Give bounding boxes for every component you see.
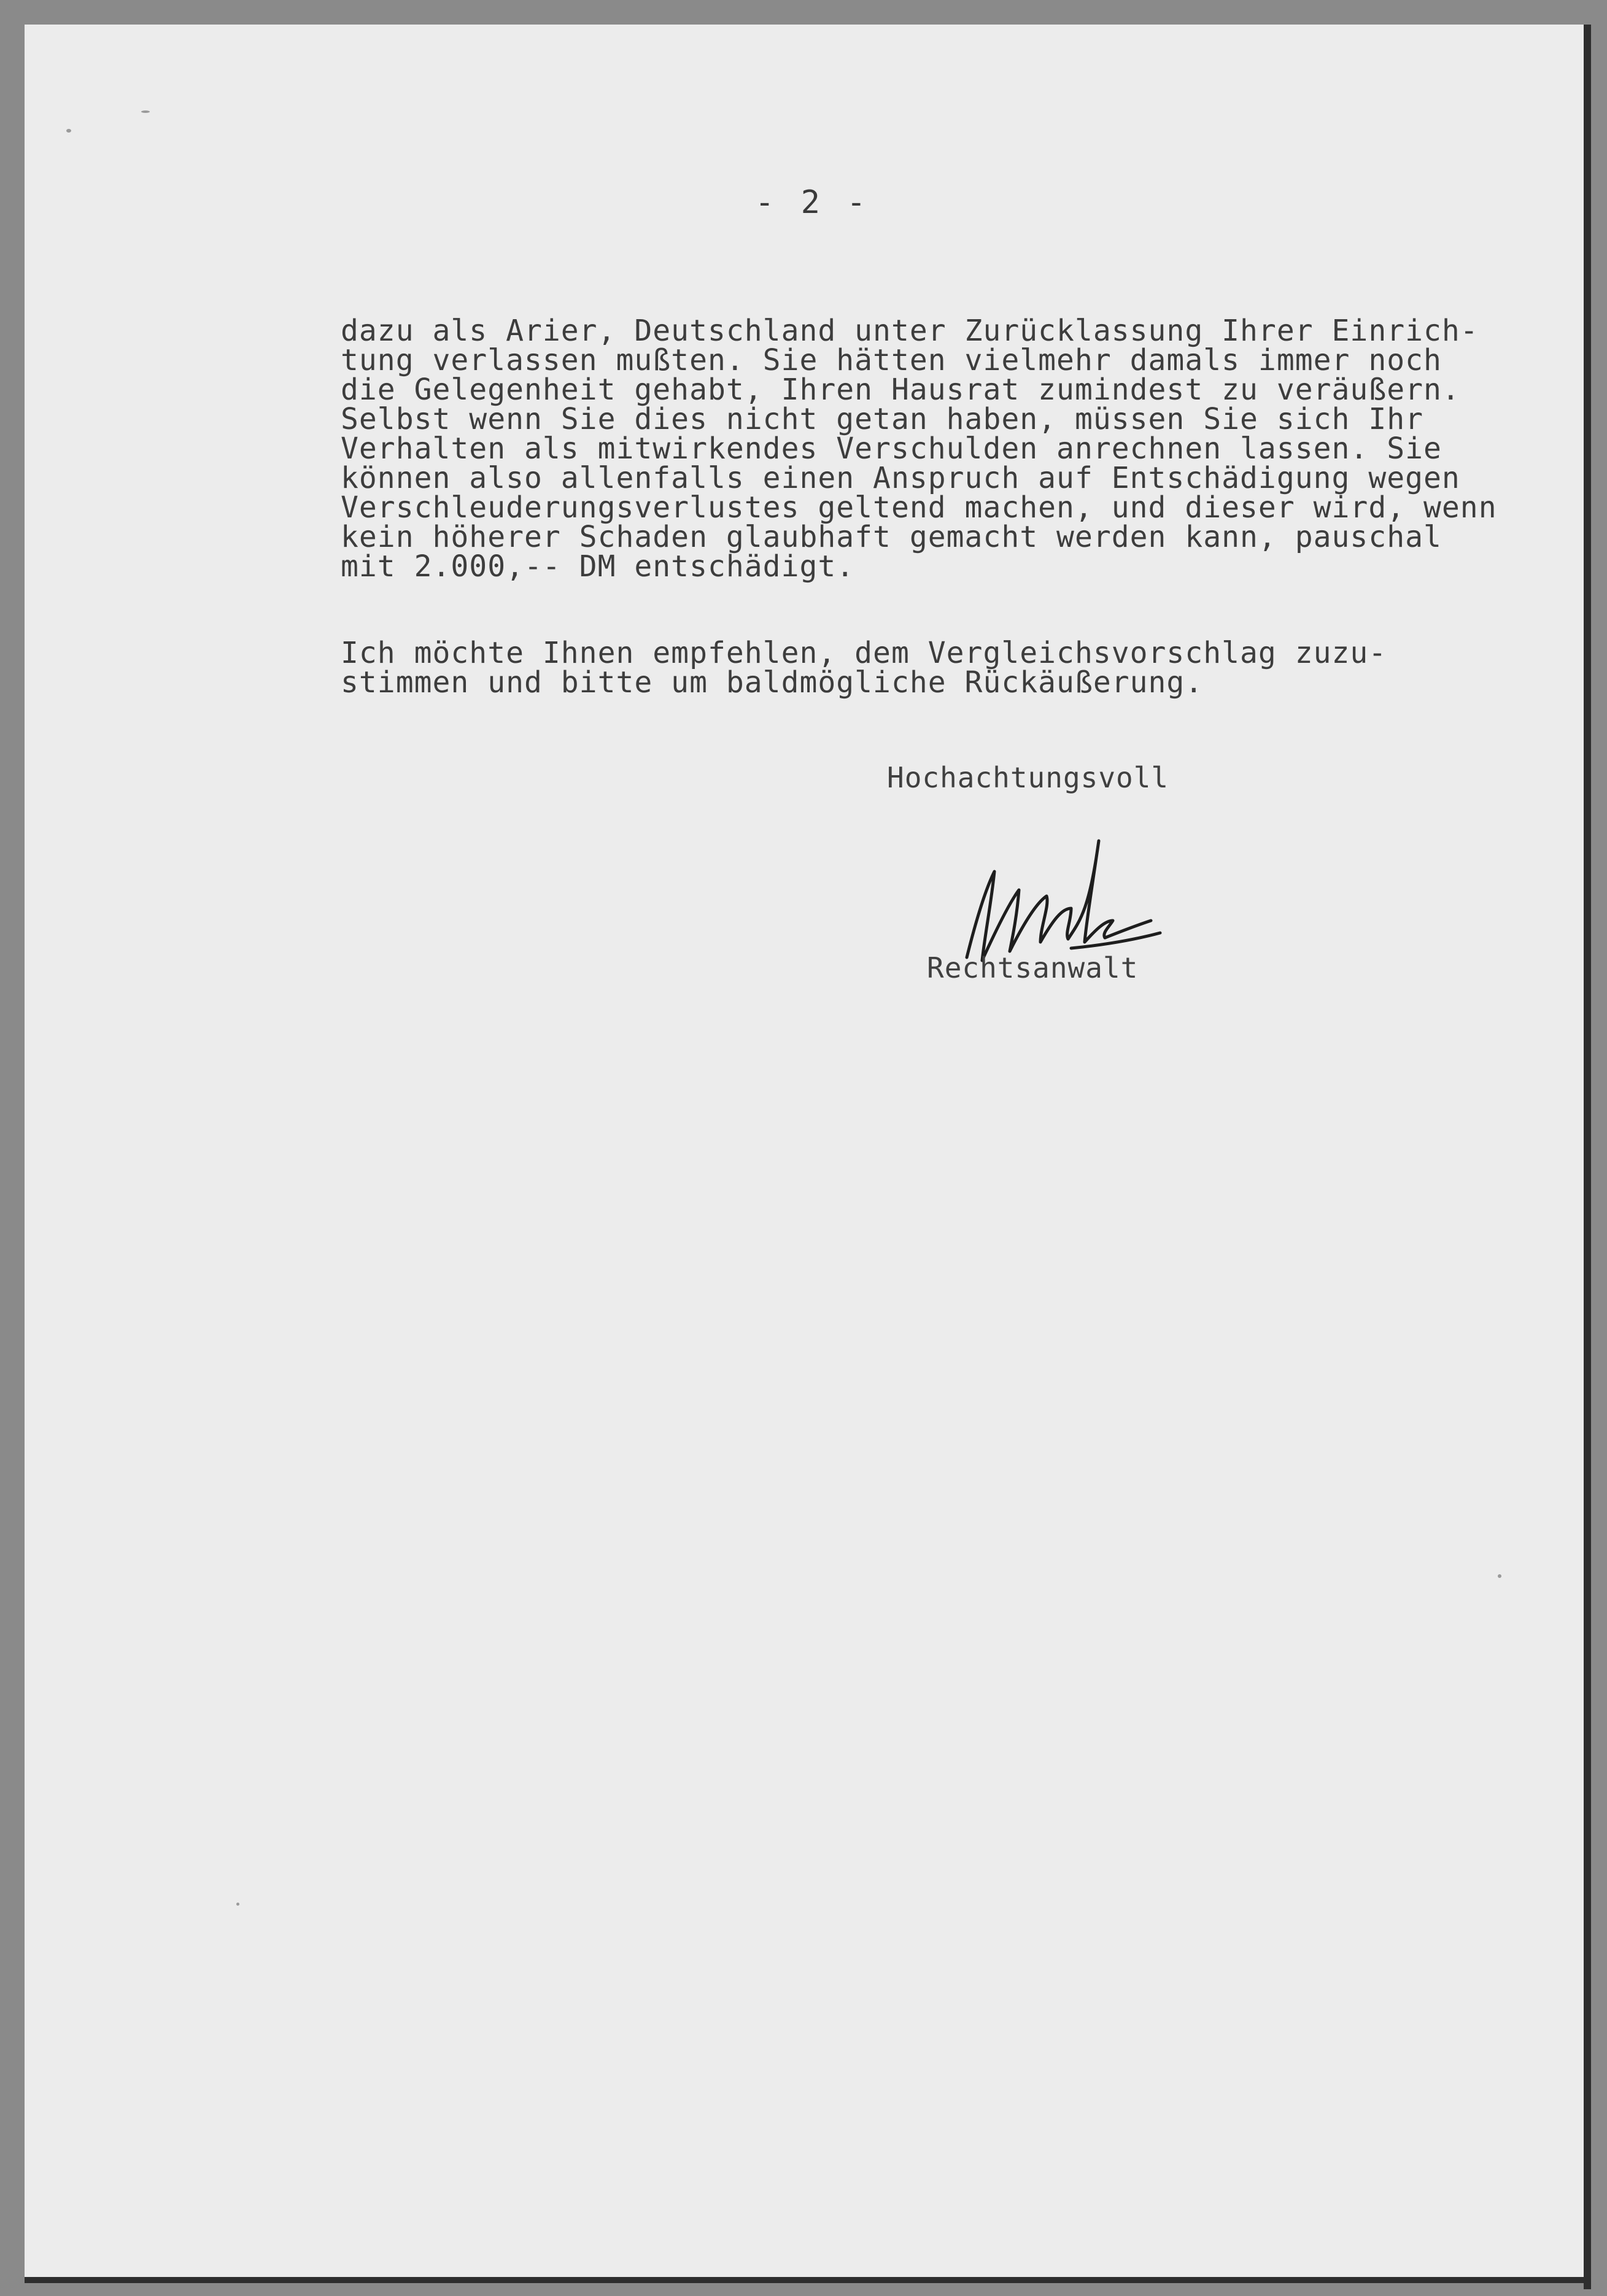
text-line: können also allenfalls einen Anspruch auf Entschädigung wegen xyxy=(341,461,1460,495)
text-line: Verschleuderungsverlustes geltend machen, und dieser wird, wenn xyxy=(341,490,1497,525)
text-line: dazu als Arier, Deutschland unter Zurücklassung Ihrer Einrich- xyxy=(341,314,1479,348)
body-paragraph-2 xyxy=(341,636,1568,700)
sheet-shadow-right xyxy=(1584,25,1591,2289)
closing-salutation: Hochachtungsvoll xyxy=(887,761,1169,794)
paper-speck xyxy=(236,1903,239,1906)
text-line: kein höherer Schaden glaubhaft gemacht werden kann, pauschal xyxy=(341,520,1442,554)
body-paragraph-1 xyxy=(341,314,1568,584)
text-line: Verhalten als mitwirkendes Verschulden anrechnen lassen. Sie xyxy=(341,431,1442,466)
text-line: tung verlassen mußten. Sie hätten vielmehr damals immer noch xyxy=(341,343,1442,377)
page-number: - 2 - xyxy=(755,184,870,221)
text-line: die Gelegenheit gehabt, Ihren Hausrat zumindest zu veräußern. xyxy=(341,373,1460,407)
sheet-shadow-bottom xyxy=(25,2277,1591,2283)
paper-speck xyxy=(141,110,150,113)
paper-speck xyxy=(1498,1574,1501,1578)
paper-speck xyxy=(66,129,71,133)
text-line: mit 2.000,-- DM entschädigt. xyxy=(341,549,855,584)
text-line: stimmen und bitte um baldmögliche Rückäußerung. xyxy=(341,665,1204,700)
text-line: Selbst wenn Sie dies nicht getan haben, müssen Sie sich Ihr xyxy=(341,402,1424,436)
text-line: Ich möchte Ihnen empfehlen, dem Vergleichsvorschlag zuzu- xyxy=(341,636,1387,670)
signer-title: Rechtsanwalt xyxy=(927,951,1139,984)
